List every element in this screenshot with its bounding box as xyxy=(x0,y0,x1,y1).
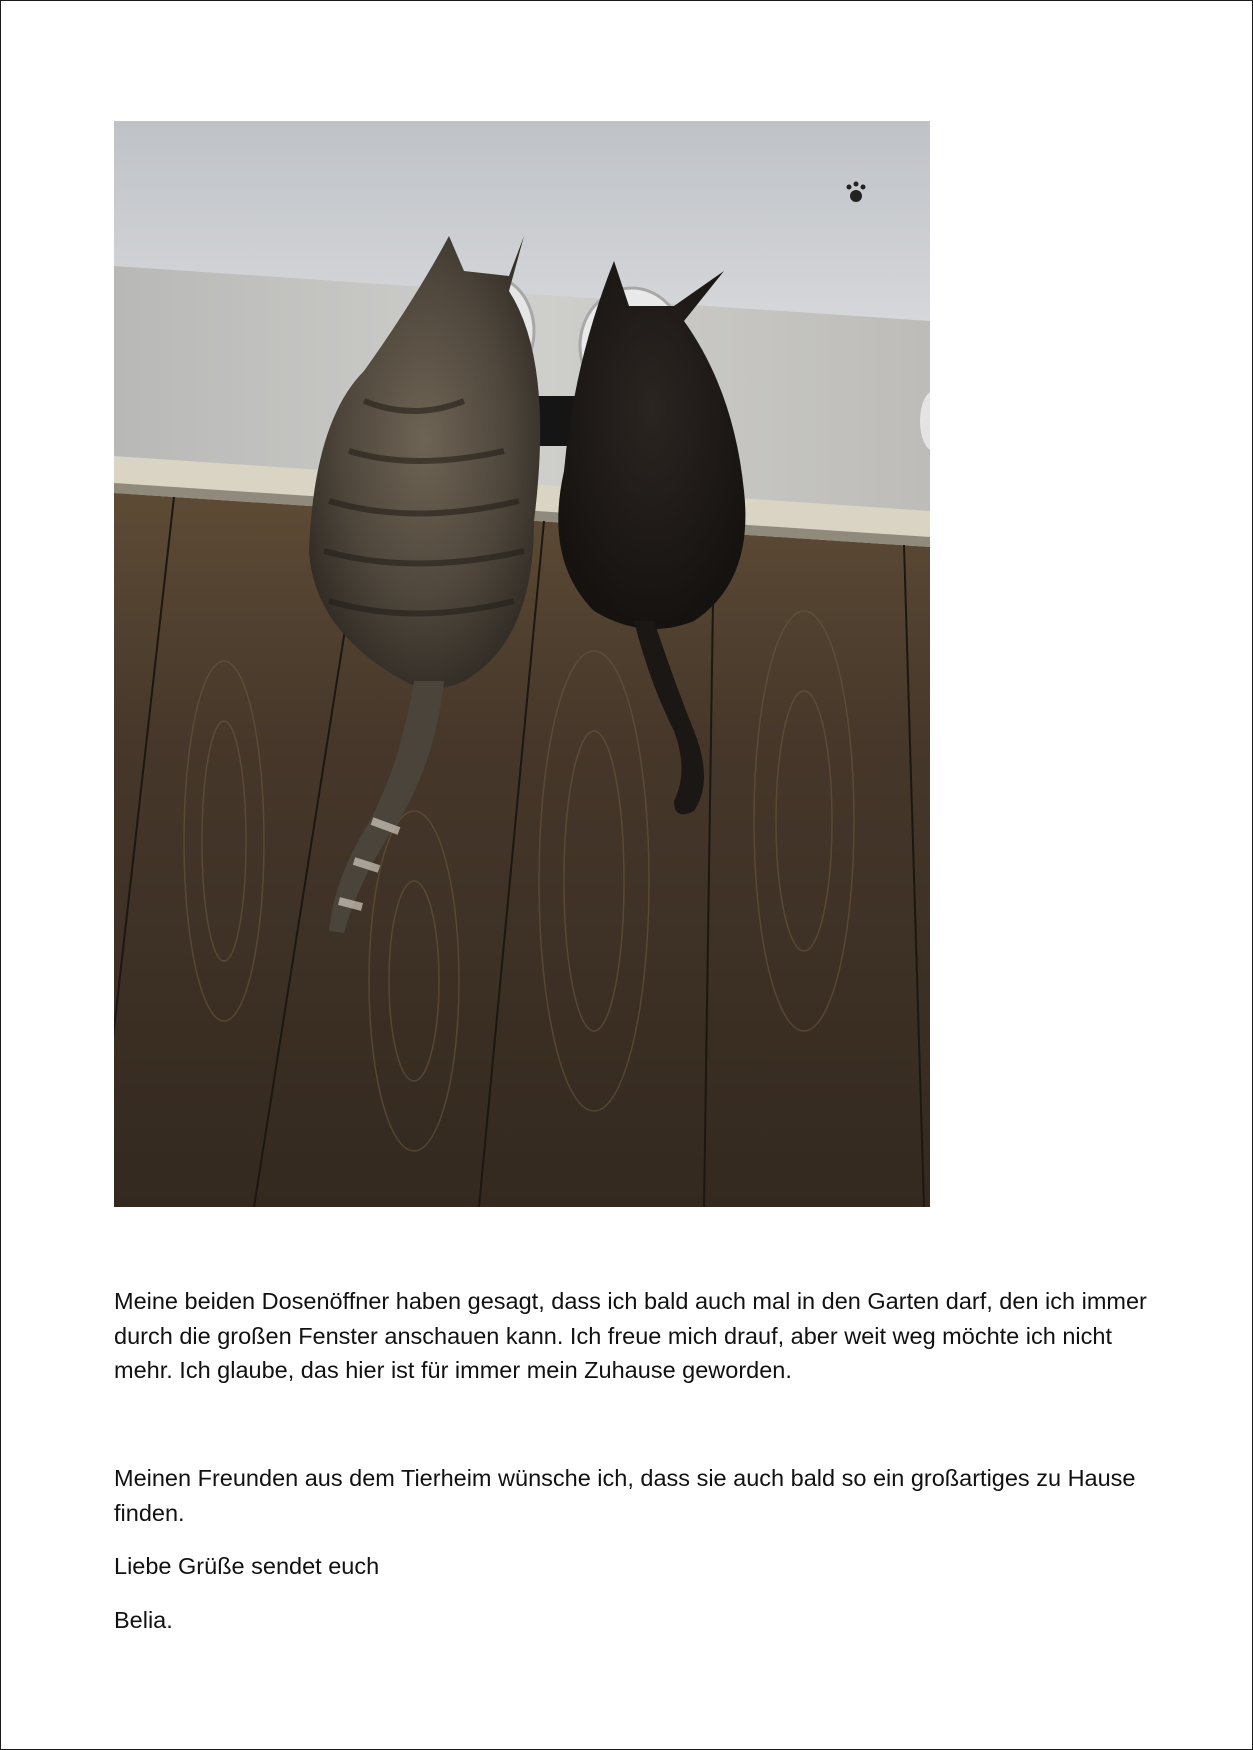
paragraph-friends: Meinen Freunden aus dem Tierheim wünsche ich, dass sie auch bald so ein großartiges zu Hause finden. xyxy=(114,1465,1136,1526)
signature: Belia. xyxy=(114,1607,173,1633)
paragraph-garden: Meine beiden Dosenöffner haben gesagt, dass ich bald auch mal in den Garten darf, den ich immer durch die großen Fenster anschauen kann. Ich freue mich drauf, aber weit weg möchte ich nicht mehr. Ich glaube, das hier ist für immer mein Zuhause geworden. xyxy=(114,1288,1147,1383)
cats-photo xyxy=(114,121,930,1207)
closing-greeting: Liebe Grüße sendet euch xyxy=(114,1553,380,1579)
